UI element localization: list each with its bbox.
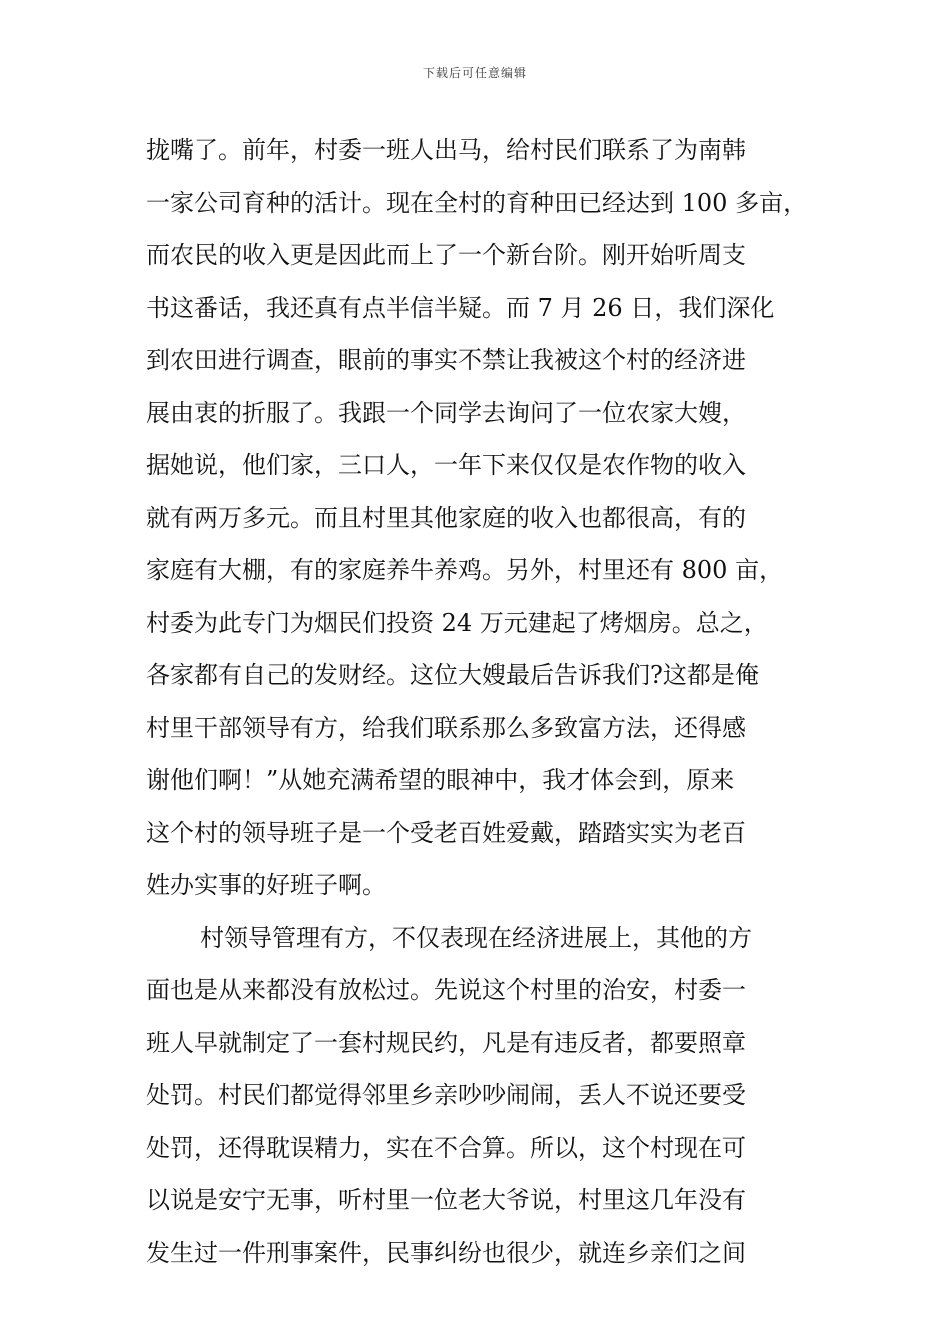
text-line: 姓办实事的好班子啊。: [146, 871, 386, 899]
text-line: 而农民的收入更是因此而上了一个新台阶。刚开始听周支: [146, 241, 746, 269]
text-line: 家庭有大棚，有的家庭养牛养鸡。另外，村里还有 800 亩，: [146, 556, 784, 584]
text-line: 村委为此专门为烟民们投资 24 万元建起了烤烟房。总之，: [146, 608, 768, 637]
text-line: 到农田进行调查，眼前的事实不禁让我被这个村的经济进: [146, 346, 746, 374]
text-line: 面也是从来都没有放松过。先说这个村里的治安，村委一: [146, 976, 746, 1004]
text-line: 班人早就制定了一套村规民约，凡是有违反者，都要照章: [146, 1028, 746, 1057]
text-line: 以说是安宁无事，听村里一位老大爷说，村里这几年没有: [146, 1186, 746, 1214]
text-line: 展由衷的折服了。我跟一个同学去询问了一位农家大嫂，: [146, 398, 746, 427]
text-line: 书这番话，我还真有点半信半疑。而 7 月 26 日，我们深化: [146, 293, 775, 322]
text-line: 处罚。村民们都觉得邻里乡亲吵吵闹闹，丢人不说还要受: [146, 1081, 746, 1109]
text-line: 拢嘴了。前年，村委一班人出马，给村民们联系了为南韩: [146, 136, 746, 164]
text-line: 谢他们啊！”从她充满希望的眼神中，我才体会到，原来: [146, 766, 735, 794]
text-line: 这个村的领导班子是一个受老百姓爱戴，踏踏实实为老百: [146, 818, 746, 847]
text-line: 就有两万多元。而且村里其他家庭的收入也都很高，有的: [146, 503, 746, 532]
text-line: 处罚，还得耽误精力，实在不合算。所以，这个村现在可: [146, 1133, 746, 1162]
page-header: 下载后可任意编辑: [422, 66, 527, 80]
document-body: [146, 124, 816, 1279]
text-line: 村里干部领导有方，给我们联系那么多致富方法，还得感: [146, 713, 746, 742]
text-line: 一家公司育种的活计。现在全村的育种田已经达到 100 多亩，: [146, 188, 808, 217]
text-line: 各家都有自己的发财经。这位大嫂最后告诉我们?这都是俺: [146, 661, 759, 689]
text-line: 发生过一件刑事案件，民事纠纷也很少，就连乡亲们之间: [146, 1238, 746, 1267]
paragraph-first-line: 村领导管理有方，不仅表现在经济进展上，其他的方: [200, 923, 752, 952]
text-line: 据她说，他们家，三口人，一年下来仅仅是农作物的收入: [146, 451, 746, 479]
